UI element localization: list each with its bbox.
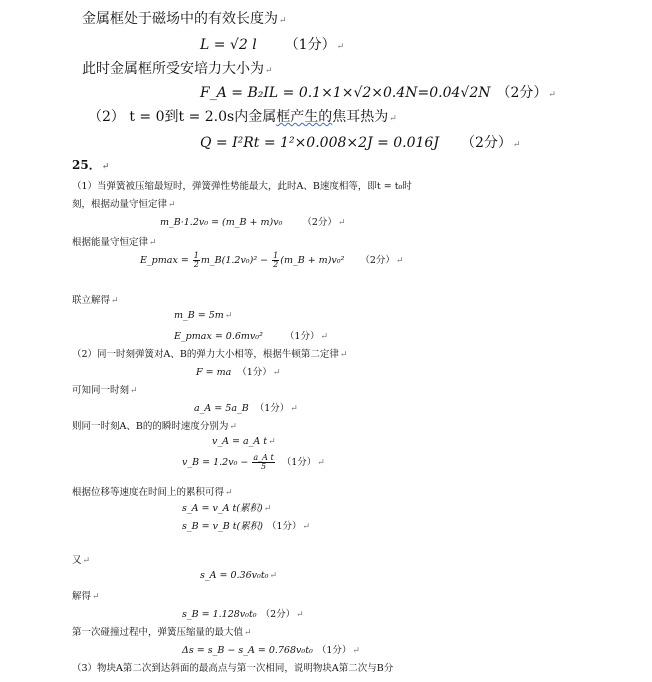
text-s2-line1: （2）同一时刻弹簧对A、B的弹力大小相等，根据牛顿第二定律↵ xyxy=(72,349,348,360)
text-s1-line4: 联立解得↵ xyxy=(72,295,119,306)
text-s1-line2: 刻，根据动量守恒定律↵ xyxy=(72,199,176,210)
fraction: $\frac{\text{a\_A t}}{5}$ xyxy=(253,453,274,471)
fraction: $\frac{1}{2}$ xyxy=(273,251,279,269)
eq-newton: F = ma （1分）↵ xyxy=(196,367,281,378)
eq-displacement-b-value: s_B = 1.128v₀t₀ （2分）↵ xyxy=(182,609,304,620)
text-s1-line3: 根据能量守恒定律↵ xyxy=(72,237,157,248)
eq-max-compression: Δs = s_B − s_A = 0.768v₀t₀ （1分）↵ xyxy=(182,645,360,656)
eq-displacement-b: s_B = v_B t(累积) （1分）↵ xyxy=(182,521,311,532)
eq-acceleration: a_A = 5a_B （1分）↵ xyxy=(194,403,298,414)
eq-displacement-a: s_A = v_A t(累积)↵ xyxy=(182,503,272,514)
eq-velocity-a: v_A = a_A t↵ xyxy=(212,436,276,447)
text-s2-line3: 则同一时刻A、B的的瞬时速度分别为↵ xyxy=(72,421,237,432)
text-s2-line5: 又↵ xyxy=(72,555,91,566)
text-joule-heat: （2） t = 0到t = 2.0s内金属框产生的焦耳热为↵ xyxy=(88,109,397,125)
question-25-heading: 25．↵ xyxy=(72,158,110,172)
eq-energy: E_pmax = $\frac{1}{2}$ m_B(1.2v₀)² − $\frac{1}{2}$ (m_B + m)v₀² （2分）↵ xyxy=(140,251,404,269)
fraction: $\frac{1}{2}$ xyxy=(193,251,199,269)
text-effective-length: 金属框处于磁场中的有效长度为↵ xyxy=(82,11,287,27)
text-s3-line1: （3）物块A第二次到达斜面的最高点与第一次相同，说明物块A第二次与B分 xyxy=(72,663,394,674)
text-s2-line6: 解得↵ xyxy=(72,591,100,602)
eq-ampere-force: F_A = B₂IL = 0.1×1×√2×0.4N=0.04√2N （2分）↵ xyxy=(200,85,556,101)
eq-velocity-b: v_B = 1.2v₀ − $\frac{\text{a\_A t}}{5}$ （1分）↵ xyxy=(182,453,325,471)
text-s2-line4: 根据位移等速度在时间上的累积可得↵ xyxy=(72,487,233,498)
eq-momentum: m_B·1.2v₀ = (m_B + m)v₀ （2分）↵ xyxy=(160,217,346,228)
text-ampere-force: 此时金属框所受安培力大小为↵ xyxy=(82,61,273,77)
eq-joule-heat: Q = I²Rt = 1²×0.008×2J = 0.016J （2分）↵ xyxy=(200,135,521,151)
text-s2-line2: 可知同一时刻↵ xyxy=(72,385,138,396)
text-s1-line1: （1）当弹簧被压缩最短时，弹簧弹性势能最大，此时A、B速度相等，即t = t₀时 xyxy=(72,181,412,192)
eq-effective-length: L = √2 l （1分）↵ xyxy=(200,37,345,53)
text-s2-line7: 第一次碰撞过程中，弹簧压缩量的最大值↵ xyxy=(72,627,252,638)
eq-displacement-a-value: s_A = 0.36v₀t₀↵ xyxy=(200,570,277,581)
eq-result-energy: E_pmax = 0.6mv₀² （1分）↵ xyxy=(174,331,328,342)
grammar-underline: 框产生的 xyxy=(276,109,333,125)
eq-result-mass: m_B = 5m↵ xyxy=(174,310,233,321)
